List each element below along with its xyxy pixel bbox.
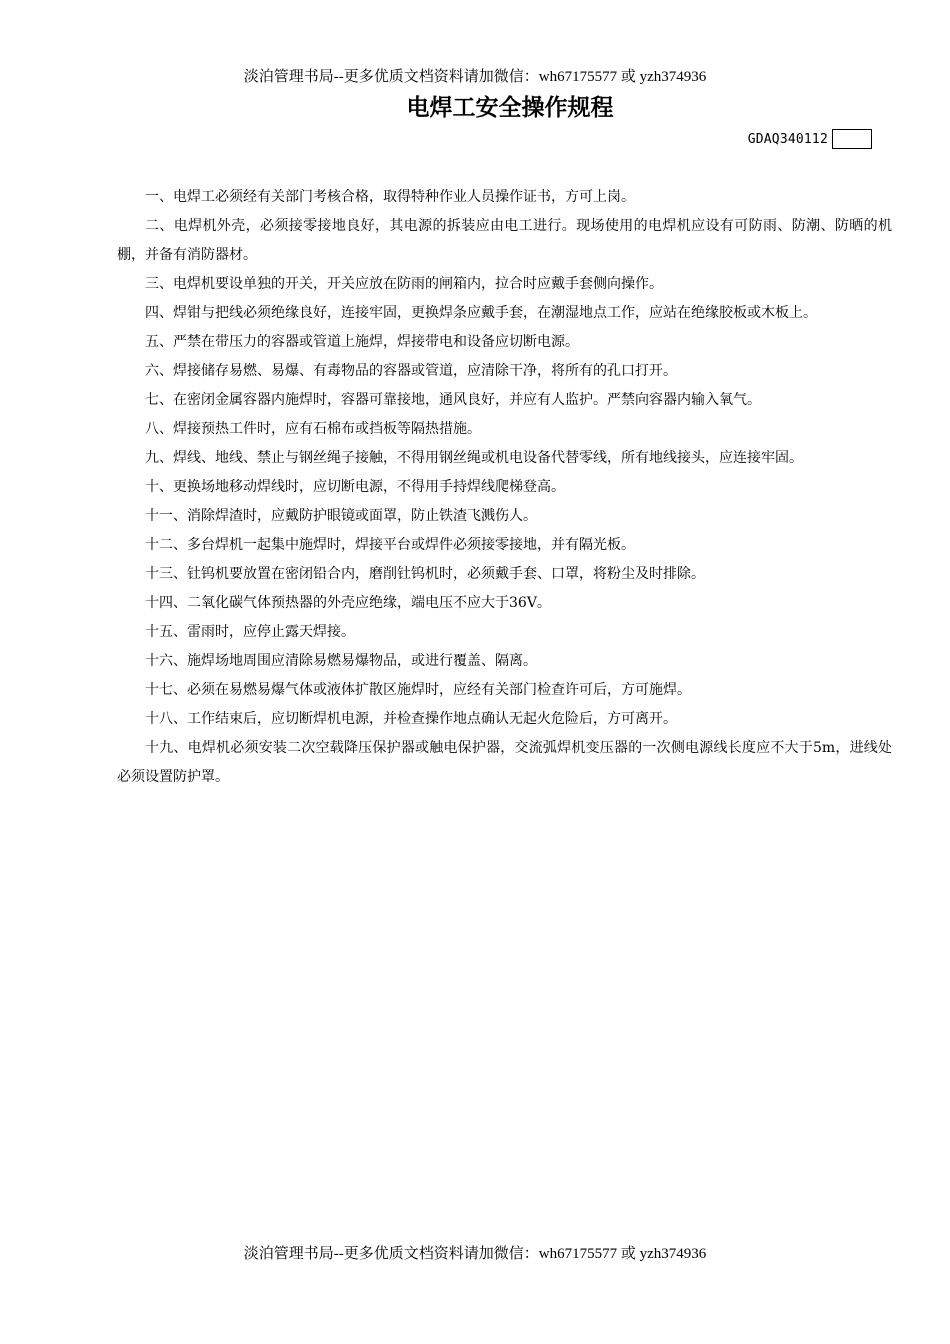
code-box — [832, 129, 872, 149]
page-title: 电焊工安全操作规程 — [406, 95, 614, 121]
rule-item: 十二、多台焊机一起集中施焊时，焊接平台或焊件必须接零接地，并有隔光板。 — [145, 537, 635, 553]
rule-item: 九、焊线、地线、禁止与钢丝绳子接触，不得用钢丝绳或机电设备代替零线，所有地线接头，应连接牢固。 — [145, 450, 803, 466]
rule-item: 十四、二氧化碳气体预热器的外壳应绝缘，端电压不应大于36V。 — [145, 595, 551, 611]
rule-item: 三、电焊机要设单独的开关，开关应放在防雨的闸箱内，拉合时应戴手套侧向操作。 — [145, 276, 663, 292]
rule-item: 一、电焊工必须经有关部门考核合格，取得特种作业人员操作证书，方可上岗。 — [145, 189, 635, 205]
rule-item: 十八、工作结束后，应切断焊机电源，并检查操作地点确认无起火危险后，方可离开。 — [145, 711, 677, 727]
rule-item: 五、严禁在带压力的容器或管道上施焊，焊接带电和设备应切断电源。 — [145, 334, 579, 350]
doc-code: GDAQ340112 — [747, 131, 828, 147]
doc-code-row — [748, 128, 872, 150]
footer-note: 淡泊管理书局--更多优质文档资料请加微信：wh67175577 或 yzh374936 — [243, 1246, 707, 1262]
rule-item: 七、在密闭金属容器内施焊时，容器可靠接地，通风良好，并应有人监护。严禁向容器内输入氧气。 — [145, 392, 761, 408]
rule-item: 四、焊钳与把线必须绝缘良好，连接牢固，更换焊条应戴手套，在潮湿地点工作，应站在绝缘胶板或木板上。 — [145, 305, 817, 321]
rule-item: 十五、雷雨时，应停止露天焊接。 — [145, 624, 355, 640]
rule-item: 二、电焊机外壳，必须接零接地良好，其电源的拆装应由电工进行。现场使用的电焊机应设有可防雨、防潮、防晒的机棚，并备有消防器材。 — [117, 218, 892, 263]
rule-item: 十九、电焊机必须安装二次空载降压保护器或触电保护器，交流弧焊机变压器的一次侧电源线长度应不大于5m，进线处必须设置防护罩。 — [117, 740, 892, 785]
header-note: 淡泊管理书局--更多优质文档资料请加微信：wh67175577 或 yzh374936 — [243, 69, 707, 85]
rule-item: 十六、施焊场地周围应清除易燃易爆物品，或进行覆盖、隔离。 — [145, 653, 537, 669]
rule-item: 六、焊接储存易燃、易爆、有毒物品的容器或管道，应清除干净，将所有的孔口打开。 — [145, 363, 677, 379]
rule-item: 十七、必须在易燃易爆气体或液体扩散区施焊时，应经有关部门检查许可后，方可施焊。 — [145, 682, 691, 698]
rule-item: 十、更换场地移动焊线时，应切断电源，不得用手持焊线爬梯登高。 — [145, 479, 565, 495]
rule-item: 十一、消除焊渣时，应戴防护眼镜或面罩，防止铁渣飞溅伤人。 — [145, 508, 537, 524]
rule-item: 十三、钍钨机要放置在密闭铅合内，磨削钍钨机时，必须戴手套、口罩，将粉尘及时排除。 — [145, 566, 705, 582]
rules-list — [117, 183, 892, 792]
rule-item: 八、焊接预热工件时，应有石棉布或挡板等隔热措施。 — [145, 421, 481, 437]
